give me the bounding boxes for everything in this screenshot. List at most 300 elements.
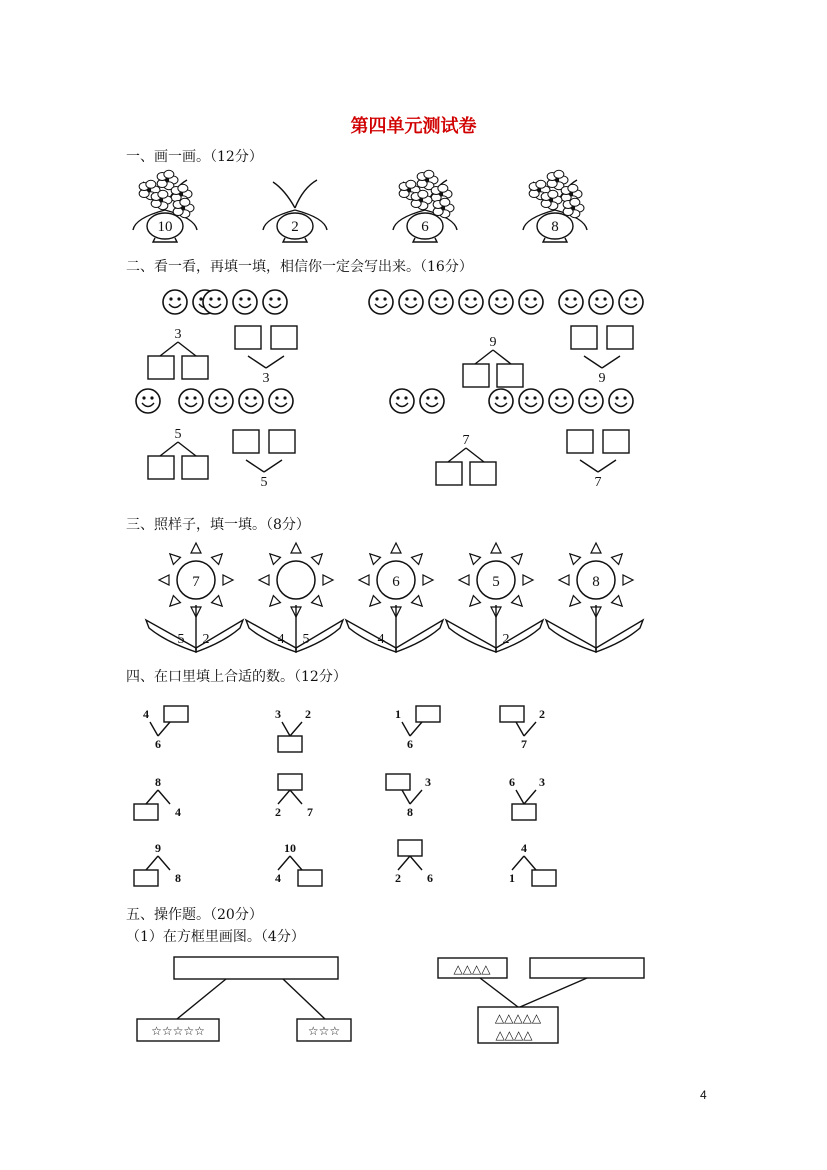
smiley-group	[203, 290, 287, 314]
petal	[568, 184, 578, 192]
number-bond	[509, 841, 556, 886]
bond-branch	[516, 790, 536, 804]
number-bond	[143, 706, 188, 751]
tree-branch	[584, 356, 620, 368]
flower-vase	[523, 170, 587, 242]
eye	[533, 297, 536, 300]
sun-ray	[170, 554, 181, 565]
eye	[603, 297, 606, 300]
sun-ray	[412, 596, 423, 607]
section-1-heading: 一、画一画。（12分）	[126, 149, 263, 165]
sun-ray	[523, 575, 533, 585]
bond-total: 4	[521, 841, 527, 855]
tree-total: 5	[260, 475, 268, 490]
sun-ray	[359, 575, 369, 585]
sun-ray	[291, 543, 301, 553]
number-bond	[509, 775, 545, 820]
answer-box	[398, 840, 422, 856]
smiley-face	[579, 389, 603, 413]
vase-number: 8	[551, 219, 559, 235]
petal	[158, 190, 168, 198]
eye	[215, 396, 218, 399]
eye	[426, 396, 429, 399]
number-tree	[436, 433, 496, 485]
eye	[434, 396, 437, 399]
answer-box	[436, 462, 462, 485]
flower-vase	[133, 170, 197, 242]
smiley-group	[136, 389, 160, 413]
smiley-face	[263, 290, 287, 314]
tree-total: 9	[489, 335, 497, 350]
sun-number: 7	[192, 574, 200, 590]
leaf-right-number: 2	[502, 632, 510, 647]
sun-ray	[512, 596, 523, 607]
eye	[633, 297, 636, 300]
sun-ray	[312, 596, 323, 607]
eye	[383, 297, 386, 300]
eye	[269, 297, 272, 300]
tree-branch	[248, 356, 284, 368]
smiley-face	[489, 290, 513, 314]
triangles-bottom-1: △△△△△	[494, 1011, 542, 1025]
smiley-face	[429, 290, 453, 314]
smiley-face	[519, 290, 543, 314]
eye	[435, 297, 438, 300]
smiley-face	[519, 389, 543, 413]
face-outline	[459, 290, 483, 314]
face-outline	[549, 389, 573, 413]
face-outline	[369, 290, 393, 314]
eye	[625, 297, 628, 300]
eye	[495, 396, 498, 399]
eye	[465, 297, 468, 300]
petal	[536, 180, 546, 188]
flower-center	[179, 192, 183, 196]
triangles-bottom-2: △△△△	[495, 1028, 533, 1042]
answer-box	[532, 870, 556, 886]
eye	[615, 396, 618, 399]
face-outline	[239, 389, 263, 413]
eye	[595, 297, 598, 300]
face-outline	[399, 290, 423, 314]
eye	[503, 297, 506, 300]
smiley-group	[179, 389, 293, 413]
answer-box	[567, 430, 593, 453]
sun-number: 8	[592, 574, 600, 590]
section-3-heading: 三、照样子，填一填。（8分）	[126, 517, 310, 533]
sun-ray	[191, 543, 201, 553]
eye	[404, 396, 407, 399]
sun-ray	[223, 575, 233, 585]
sun-ray	[170, 596, 181, 607]
sun-ray	[391, 543, 401, 553]
sun-ray	[491, 543, 501, 553]
bond-part-a: 2	[395, 871, 401, 885]
stars-right: ☆☆☆	[307, 1024, 341, 1038]
tree-branch	[160, 442, 196, 456]
smiley-face	[549, 389, 573, 413]
answer-box	[134, 870, 158, 886]
face-outline	[579, 389, 603, 413]
tree-branch	[580, 460, 616, 472]
number-bond	[134, 775, 181, 820]
eye	[503, 396, 506, 399]
operation-diagram-left	[137, 957, 351, 1041]
bond-total: 7	[521, 737, 527, 751]
number-bond	[275, 707, 311, 752]
number-tree	[235, 326, 297, 386]
sun-ray	[470, 596, 481, 607]
smiley-group	[559, 290, 643, 314]
face-outline	[420, 389, 444, 413]
answer-box	[235, 326, 261, 349]
number-bond	[395, 840, 433, 885]
bond-part-b: 3	[425, 775, 431, 789]
sun-flower	[346, 543, 443, 652]
flower	[563, 198, 584, 217]
leaf-right-number: 5	[302, 632, 310, 647]
eye	[495, 297, 498, 300]
left-leaf	[346, 620, 396, 652]
eye	[150, 396, 153, 399]
bond-part-a: 4	[275, 871, 281, 885]
petal	[440, 198, 450, 206]
answer-box	[233, 430, 259, 453]
answer-box	[500, 706, 524, 722]
sun-ray	[570, 596, 581, 607]
eye	[565, 297, 568, 300]
petal	[570, 198, 580, 206]
eye	[563, 396, 566, 399]
petal	[406, 180, 416, 188]
bond-part-b: 8	[175, 871, 181, 885]
flower-center	[147, 188, 151, 192]
eye	[193, 396, 196, 399]
tree-total: 3	[174, 327, 182, 342]
petal	[548, 190, 558, 198]
bond-total: 8	[155, 775, 161, 789]
number-tree	[233, 430, 295, 490]
tree-total: 9	[598, 371, 606, 386]
stars-left: ☆☆☆☆☆	[151, 1024, 205, 1038]
petal	[178, 184, 188, 192]
petal	[180, 198, 190, 206]
eye	[283, 396, 286, 399]
bond-part-a: 1	[395, 707, 401, 721]
answer-box	[607, 326, 633, 349]
eye	[593, 396, 596, 399]
sun-ray	[370, 554, 381, 565]
tree-branch	[160, 342, 196, 356]
answer-box	[271, 326, 297, 349]
eye	[396, 396, 399, 399]
eye	[239, 297, 242, 300]
number-bond	[275, 774, 313, 819]
answer-box	[512, 804, 536, 820]
smiley-face	[163, 290, 187, 314]
number-tree	[463, 335, 523, 387]
sun-ray	[623, 575, 633, 585]
smiley-face	[269, 389, 293, 413]
sun-ray	[323, 575, 333, 585]
eye	[217, 297, 220, 300]
answer-box	[298, 870, 322, 886]
leaf-left-number: 5	[177, 632, 185, 647]
bond-part-a: 1	[509, 871, 515, 885]
smiley-face	[420, 389, 444, 413]
face-outline	[263, 290, 287, 314]
number-tree	[148, 427, 208, 479]
bond-part-a: 2	[275, 805, 281, 819]
bond-part-b: 6	[427, 871, 433, 885]
bond-part-b: 4	[175, 805, 181, 819]
sun-ray	[370, 596, 381, 607]
answer-box	[278, 774, 302, 790]
tree-branch	[448, 448, 484, 462]
answer-box	[134, 804, 158, 820]
face-outline	[179, 389, 203, 413]
sun-ray	[312, 554, 323, 565]
right-leaf	[596, 620, 643, 652]
sun-ray	[612, 554, 623, 565]
smiley-face	[239, 389, 263, 413]
sun-ray	[570, 554, 581, 565]
bond-part-b: 3	[539, 775, 545, 789]
bond-branch	[150, 722, 170, 736]
section-4-heading: 四、在口里填上合适的数。（12分）	[126, 669, 347, 685]
eye	[275, 396, 278, 399]
answer-box	[182, 356, 208, 379]
bond-total: 6	[155, 737, 161, 751]
flower	[541, 190, 562, 209]
bond-total: 10	[284, 841, 296, 855]
number-tree	[567, 430, 629, 490]
eye	[142, 396, 145, 399]
petal	[146, 180, 156, 188]
number-tree	[148, 327, 208, 379]
sun-flower	[246, 543, 343, 652]
vase-number: 2	[291, 219, 299, 235]
bond-part-b: 2	[305, 707, 311, 721]
sun-ray	[459, 575, 469, 585]
bond-part-a: 4	[143, 707, 149, 721]
answer-box	[463, 364, 489, 387]
sun-ray	[591, 543, 601, 553]
eye	[525, 297, 528, 300]
eye	[209, 297, 212, 300]
leaf	[273, 182, 295, 208]
left-leaf	[546, 620, 596, 652]
eye	[573, 297, 576, 300]
answer-box	[164, 706, 188, 722]
left-leaf	[446, 620, 496, 652]
petal	[424, 170, 434, 178]
sun-ray	[159, 575, 169, 585]
answer-box	[497, 364, 523, 387]
sun-flower	[146, 543, 243, 652]
sun-ray	[259, 575, 269, 585]
face-outline	[203, 290, 227, 314]
number-tree	[571, 326, 633, 386]
face-outline	[489, 389, 513, 413]
smiley-face	[179, 389, 203, 413]
smiley-face	[619, 290, 643, 314]
sun-flower	[446, 543, 543, 652]
answer-box	[182, 456, 208, 479]
eye	[585, 396, 588, 399]
face-outline	[136, 389, 160, 413]
eye	[177, 297, 180, 300]
face-outline	[163, 290, 187, 314]
eye	[555, 396, 558, 399]
smiley-face	[399, 290, 423, 314]
smiley-face	[609, 389, 633, 413]
answer-box	[148, 356, 174, 379]
flower-center	[159, 198, 163, 202]
leaf	[295, 180, 317, 208]
flower-center	[571, 206, 575, 210]
face-outline	[619, 290, 643, 314]
smiley-face	[489, 389, 513, 413]
vase-number: 10	[157, 219, 173, 235]
sun-ray	[423, 575, 433, 585]
eye	[185, 396, 188, 399]
sun-flower	[546, 543, 643, 652]
eye	[253, 396, 256, 399]
answer-box	[148, 456, 174, 479]
smiley-face	[136, 389, 160, 413]
eye	[533, 396, 536, 399]
flower	[151, 190, 172, 209]
section-5-heading: 五、操作题。（20分）	[126, 907, 263, 923]
smiley-face	[369, 290, 393, 314]
tree-total: 7	[594, 475, 602, 490]
sun-number: 6	[392, 574, 400, 590]
connector	[480, 978, 587, 1007]
smiley-group	[489, 389, 633, 413]
sun-number: 5	[492, 574, 500, 590]
flower-center	[407, 188, 411, 192]
page-title: 第四单元测试卷	[350, 116, 477, 137]
smiley-face	[390, 389, 414, 413]
sun-ray	[270, 554, 281, 565]
bond-part-b: 7	[307, 805, 313, 819]
face-outline	[429, 290, 453, 314]
tree-total: 7	[462, 433, 470, 448]
sun-ray	[559, 575, 569, 585]
bond-total: 9	[155, 841, 161, 855]
face-outline	[269, 389, 293, 413]
smiley-group	[390, 389, 444, 413]
answer-box	[603, 430, 629, 453]
smiley-face	[559, 290, 583, 314]
bond-branch	[278, 856, 302, 870]
petal	[418, 190, 428, 198]
answer-box	[530, 958, 644, 978]
flower	[411, 190, 432, 209]
sun-ray	[212, 596, 223, 607]
flower-vase	[263, 180, 327, 242]
number-bond	[500, 706, 545, 751]
smiley-face	[459, 290, 483, 314]
face-outline	[390, 389, 414, 413]
flower	[173, 198, 194, 217]
flower-center	[439, 192, 443, 196]
sun-ray	[412, 554, 423, 565]
flower-center	[425, 178, 429, 182]
flower-center	[165, 178, 169, 182]
connector	[177, 979, 325, 1019]
bond-part-a: 6	[509, 775, 515, 789]
right-leaf	[396, 620, 443, 652]
bond-branch	[398, 856, 422, 870]
bond-total: 6	[407, 737, 413, 751]
face-outline	[589, 290, 613, 314]
sun-ray	[470, 554, 481, 565]
bond-branch	[402, 722, 422, 736]
section-5-subheading: （1）在方框里画图。（4分）	[126, 929, 305, 945]
leaf-left-number: 4	[277, 632, 285, 647]
answer-box	[174, 957, 338, 979]
smiley-face	[589, 290, 613, 314]
answer-box	[269, 430, 295, 453]
bond-branch	[282, 722, 302, 736]
petal	[554, 170, 564, 178]
sun-ray	[612, 596, 623, 607]
smiley-face	[233, 290, 257, 314]
answer-box	[278, 736, 302, 752]
eye	[199, 297, 202, 300]
number-bond	[395, 706, 440, 751]
left-leaf	[146, 620, 196, 652]
petal	[438, 184, 448, 192]
eye	[247, 297, 250, 300]
face-outline	[209, 389, 233, 413]
flower-center	[181, 206, 185, 210]
face-outline	[609, 389, 633, 413]
eye	[223, 396, 226, 399]
eye	[413, 297, 416, 300]
eye	[405, 297, 408, 300]
answer-box	[386, 774, 410, 790]
section-2-heading: 二、看一看，再填一填，相信你一定会写出来。（16分）	[126, 259, 473, 275]
flower-vase	[393, 170, 457, 242]
eye	[245, 396, 248, 399]
bond-branch	[516, 722, 536, 736]
answer-box	[571, 326, 597, 349]
flower-center	[555, 178, 559, 182]
eye	[169, 297, 172, 300]
face-outline	[519, 290, 543, 314]
flower-center	[549, 198, 553, 202]
tree-branch	[246, 460, 282, 472]
operation-diagram-right	[438, 958, 644, 1043]
number-bond	[275, 841, 322, 886]
leaf-right-number: 2	[202, 632, 210, 647]
bond-branch	[146, 856, 170, 870]
page-number: 4	[700, 1088, 707, 1102]
answer-box	[416, 706, 440, 722]
tree-branch	[475, 350, 511, 364]
left-leaf	[246, 620, 296, 652]
eye	[375, 297, 378, 300]
smiley-face	[203, 290, 227, 314]
eye	[525, 396, 528, 399]
bond-branch	[278, 790, 302, 804]
number-bond	[134, 841, 181, 886]
flower-center	[569, 192, 573, 196]
smiley-face	[209, 389, 233, 413]
